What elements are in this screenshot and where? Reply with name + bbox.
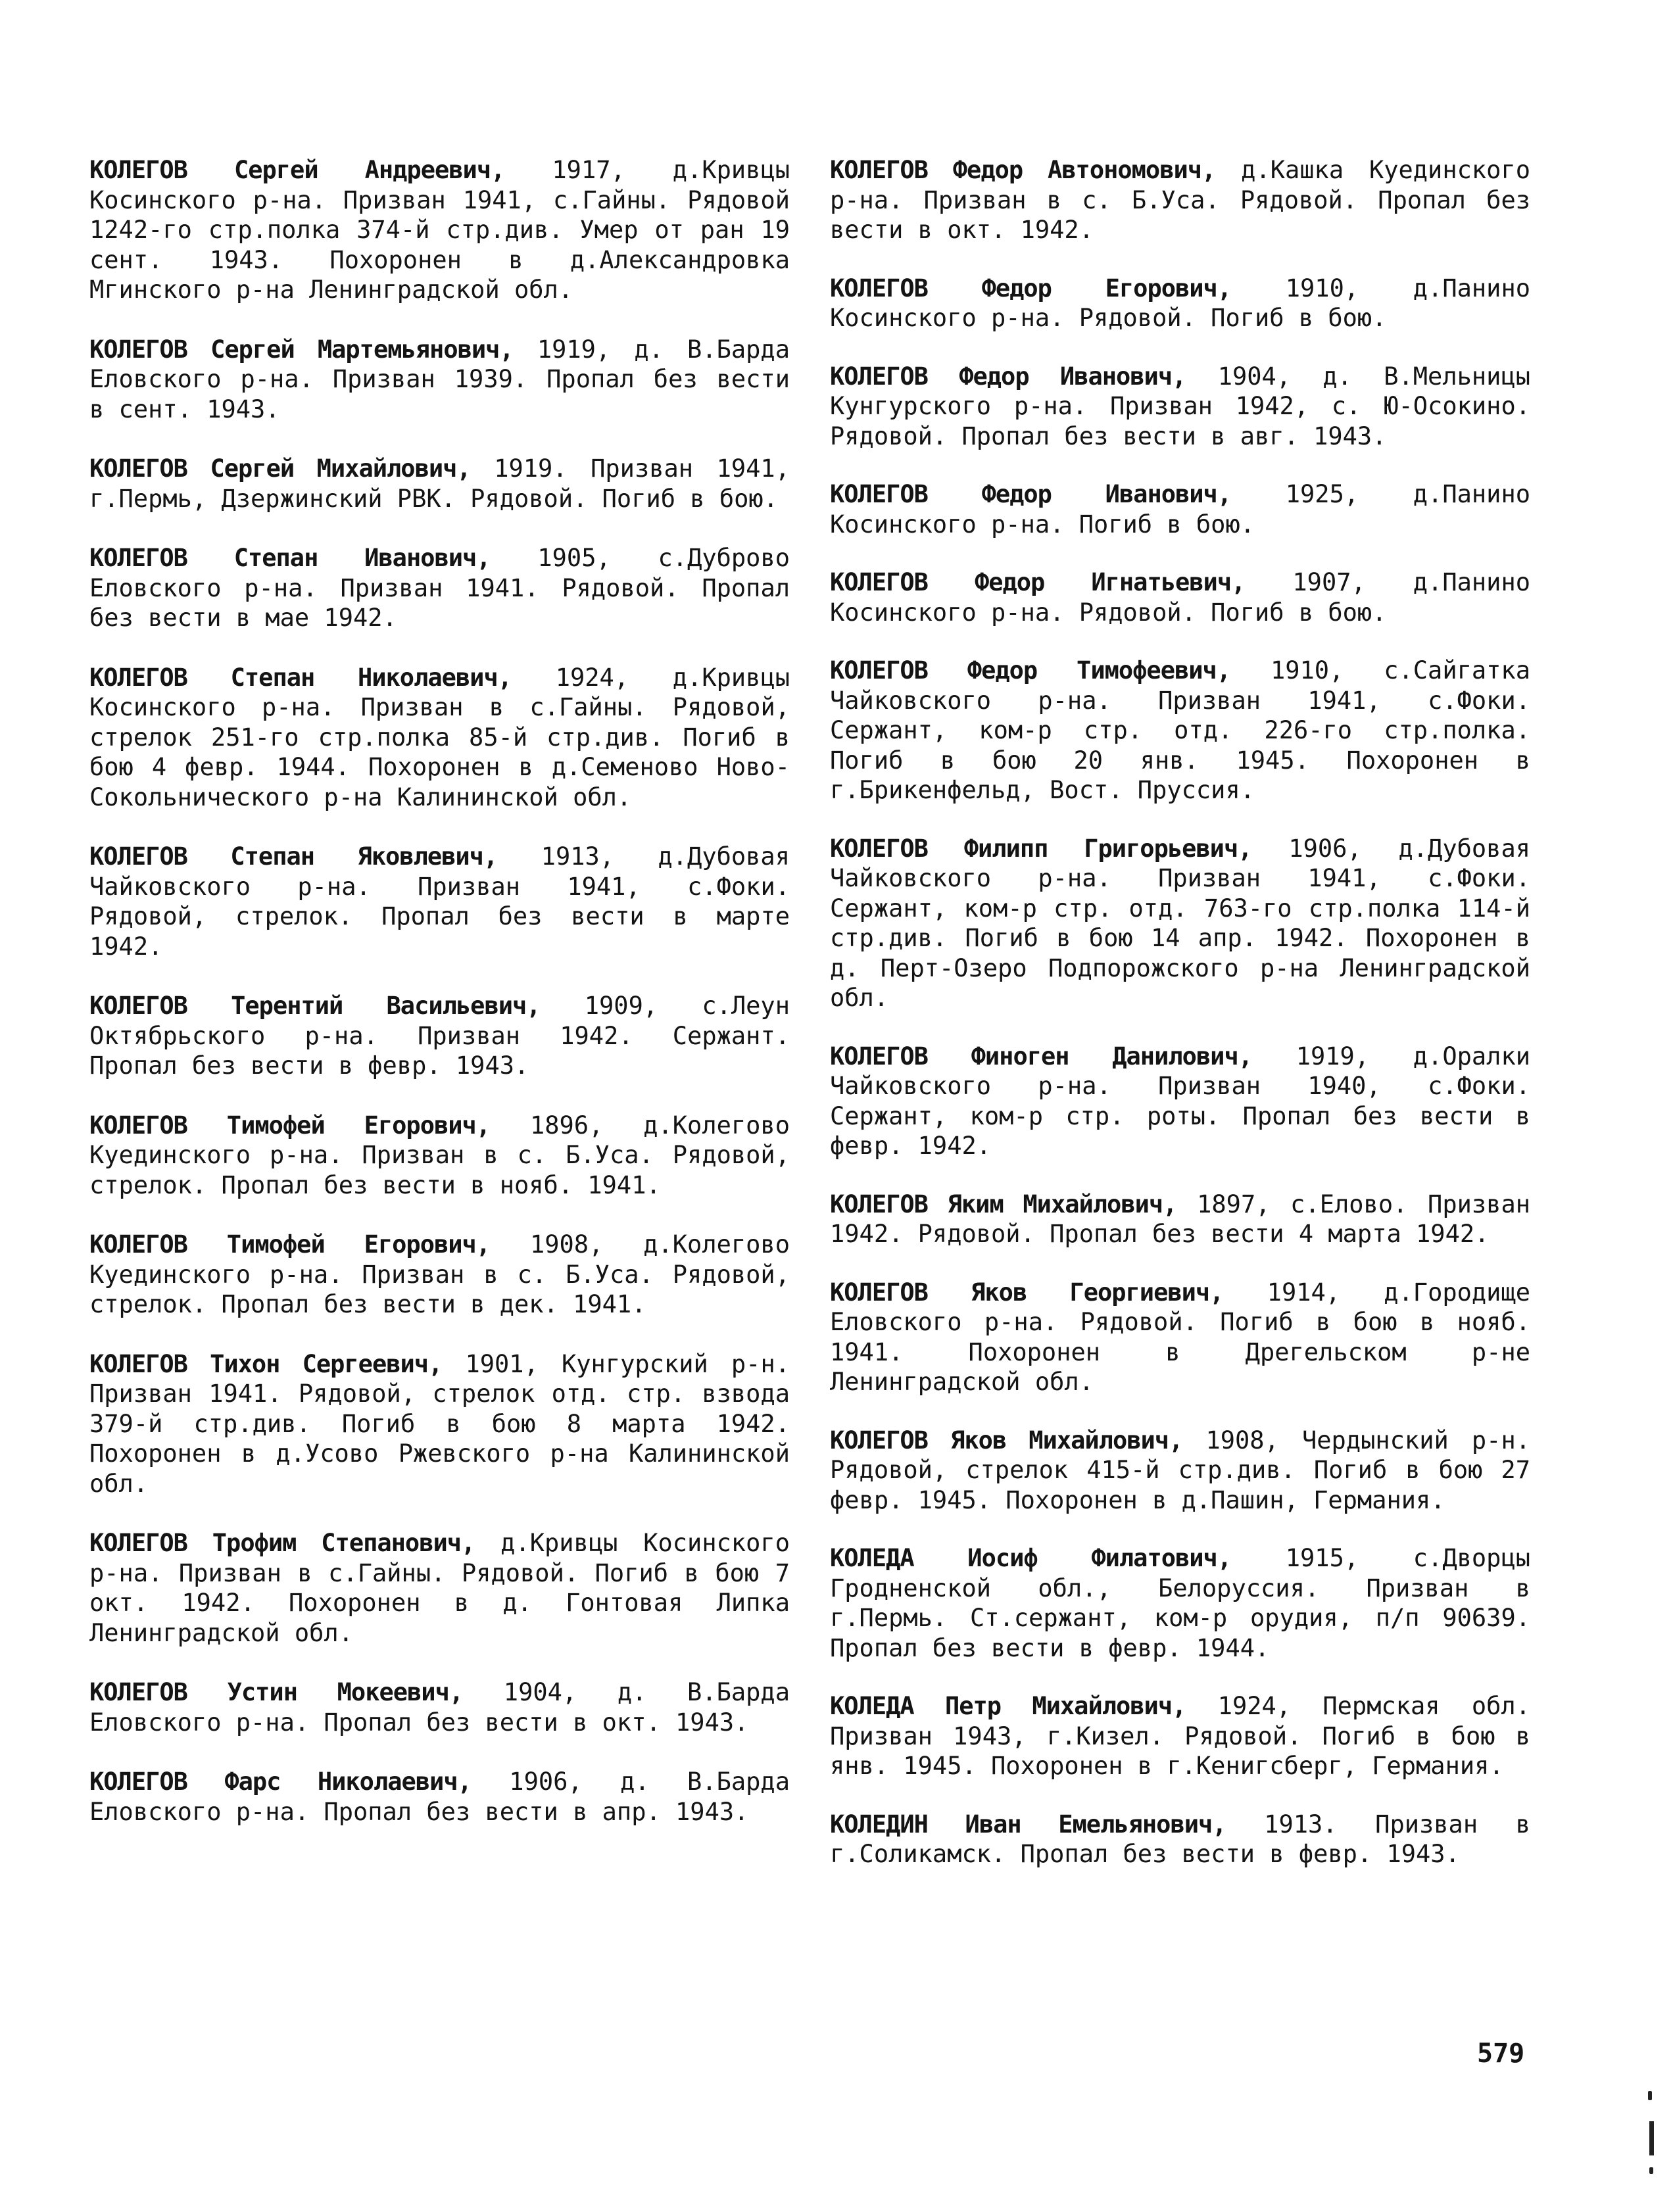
entry-text: 1904, д. В.Барда Еловского р-на. Пропал без вести в окт. 1943. — [89, 1678, 790, 1737]
entry — [89, 842, 790, 961]
entry-text: 1919. Призван 1941, г.Пермь, Дзержинский РВК. Рядовой. Погиб в бою. — [89, 454, 790, 513]
entry-name: КОЛЕГОВ Сергей Мартемьянович, — [89, 335, 514, 364]
entry — [830, 479, 1530, 539]
entry-text: 1919, д. В.Барда Еловского р-на. Призван 1939. Пропал без вести в сент. 1943. — [89, 335, 790, 423]
entry-name: КОЛЕГОВ Федор Иванович, — [830, 480, 1232, 508]
entry-name: КОЛЕГОВ Федор Автономович, — [830, 156, 1216, 184]
entry — [830, 1543, 1530, 1663]
entry — [89, 991, 790, 1081]
edge-scan-mark — [1649, 2121, 1654, 2155]
entry-text: 1913, д.Дубовая Чайковского р-на. Призван 1941, с.Фоки. Рядовой, стрелок. Пропал без вести в марте 1942. — [89, 842, 790, 961]
entry-text: 1897, с.Елово. Призван 1942. Рядовой. Пропал без вести 4 марта 1942. — [830, 1190, 1530, 1248]
entry-name: КОЛЕГОВ Тихон Сергеевич, — [89, 1349, 443, 1378]
entry-text: 1907, д.Панино Косинского р-на. Рядовой. Погиб в бою. — [830, 568, 1530, 627]
entry-name: КОЛЕГОВ Федор Егорович, — [830, 274, 1232, 302]
entry — [830, 1042, 1530, 1161]
entry-text: д.Кривцы Косинского р-на. Призван в с.Гайны. Рядовой. Погиб в бою 7 окт. 1942. Похоронен в д. Гонтовая Липка Ленинградской обл. — [89, 1529, 790, 1647]
entry — [830, 1426, 1530, 1516]
entry-text: 1917, д.Кривцы Косинского р-на. Призван 1941, с.Гайны. Рядовой 1242-го стр.полка 374-й стр.див. Умер от ран 19 сент. 1943. Похоронен в д.Александровка Мгинского р-на Ленинградской обл. — [89, 156, 790, 304]
entry — [89, 543, 790, 633]
entry-name: КОЛЕГОВ Фарс Николаевич, — [89, 1767, 472, 1796]
entry-name: КОЛЕГОВ Сергей Михайлович, — [89, 454, 471, 483]
entry — [830, 155, 1530, 245]
entry-name: КОЛЕГОВ Филипп Григорьевич, — [830, 834, 1252, 863]
entry-name: КОЛЕГОВ Федор Игнатьевич, — [830, 568, 1246, 596]
entry — [89, 1349, 790, 1499]
entry-text: д.Кашка Куединского р-на. Призван в с. Б.Уса. Рядовой. Пропал без вести в окт. 1942. — [830, 156, 1530, 244]
entry-text: 1908, д.Колегово Куединского р-на. Призван в с. Б.Уса. Рядовой, стрелок. Пропал без вести в дек. 1941. — [89, 1230, 790, 1318]
entry-text: 1908, Чердынский р-н. Рядовой, стрелок 415-й стр.див. Погиб в бою 27 февр. 1945. Похоронен в д.Пашин, Германия. — [830, 1426, 1530, 1514]
entry-name: КОЛЕДА Петр Михайлович, — [830, 1692, 1186, 1720]
entry — [830, 834, 1530, 1013]
entry — [830, 567, 1530, 627]
entry-name: КОЛЕГОВ Трофим Степанович, — [89, 1529, 475, 1557]
entry-text: 1906, д.Дубовая Чайковского р-на. Призван 1941, с.Фоки. Сержант, ком-р стр. отд. 763-го стр.полка 114-й стр.див. Погиб в бою 14 апр. 1942. Похоронен в д. Перт-Озеро Подпорожского р-на Ленинградской обл. — [830, 834, 1530, 1012]
entry-name: КОЛЕГОВ Финоген Данилович, — [830, 1042, 1253, 1070]
entry — [830, 1278, 1530, 1397]
entry — [89, 1767, 790, 1827]
entry — [89, 454, 790, 514]
entry-name: КОЛЕГОВ Устин Мокеевич, — [89, 1678, 464, 1706]
entry — [89, 663, 790, 813]
entry-text: 1915, с.Дворцы Гродненской обл., Белоруссия. Призван в г.Пермь. Ст.сержант, ком-р орудия, п/п 90639. Пропал без вести в февр. 1944. — [830, 1544, 1530, 1662]
right-column — [830, 155, 1530, 1869]
entry-name: КОЛЕГОВ Яков Георгиевич, — [830, 1278, 1224, 1307]
entry-text: 1909, с.Леун Октябрьского р-на. Призван 1942. Сержант. Пропал без вести в февр. 1943. — [89, 992, 790, 1080]
entry-text: 1925, д.Панино Косинского р-на. Погиб в бою. — [830, 480, 1530, 539]
entry-name: КОЛЕГОВ Степан Яковлевич, — [89, 842, 498, 871]
edge-scan-mark — [1648, 2091, 1652, 2100]
entry-text: 1913. Призван в г.Соликамск. Пропал без вести в февр. 1943. — [830, 1810, 1530, 1868]
entry-text: 1910, с.Сайгатка Чайковского р-на. Призван 1941, с.Фоки. Сержант, ком-р стр. отд. 226-го стр.полка. Погиб в бою 20 янв. 1945. Похоронен в г.Брикенфельд, Вост. Пруссия. — [830, 656, 1530, 804]
entry-name: КОЛЕГОВ Степан Иванович, — [89, 544, 491, 572]
entry — [89, 1677, 790, 1737]
entry — [830, 1190, 1530, 1249]
entry — [830, 656, 1530, 805]
entry-name: КОЛЕГОВ Яков Михайлович, — [830, 1426, 1183, 1455]
entry-name: КОЛЕГОВ Сергей Андреевич, — [89, 156, 505, 184]
entry-name: КОЛЕГОВ Тимофей Егорович, — [89, 1111, 491, 1140]
edge-scan-mark — [1649, 2167, 1653, 2174]
entry-name: КОЛЕГОВ Яким Михайлович, — [830, 1190, 1177, 1218]
entry — [830, 1691, 1530, 1781]
entry-name: КОЛЕГОВ Тимофей Егорович, — [89, 1230, 491, 1259]
page-number: 579 — [1477, 2038, 1525, 2069]
entry-text: 1924, Пермская обл. Призван 1943, г.Кизел. Рядовой. Погиб в бою в янв. 1945. Похоронен в г.Кенигсберг, Германия. — [830, 1692, 1530, 1780]
entry — [830, 362, 1530, 452]
entry-text: 1904, д. В.Мельницы Кунгурского р-на. Призван 1942, с. Ю-Осокино. Рядовой. Пропал без вести в авг. 1943. — [830, 362, 1530, 450]
entry — [89, 1528, 790, 1648]
entry-text: 1914, д.Городище Еловского р-на. Рядовой. Погиб в бою в нояб. 1941. Похоронен в Дрегельском р-не Ленинградской обл. — [830, 1278, 1530, 1396]
entry — [89, 155, 790, 305]
entry-text: 1919, д.Оралки Чайковского р-на. Призван 1940, с.Фоки. Сержант, ком-р стр. роты. Пропал без вести в февр. 1942. — [830, 1042, 1530, 1160]
entry-name: КОЛЕГОВ Федор Иванович, — [830, 362, 1186, 391]
entry — [830, 1810, 1530, 1869]
entry-text: 1905, с.Дуброво Еловского р-на. Призван 1941. Рядовой. Пропал без вести в мае 1942. — [89, 544, 790, 632]
entry-text: 1906, д. В.Барда Еловского р-на. Пропал без вести в апр. 1943. — [89, 1767, 790, 1826]
entry-name: КОЛЕГОВ Степан Николаевич, — [89, 663, 512, 692]
entry — [830, 274, 1530, 333]
entry-name: КОЛЕДА Иосиф Филатович, — [830, 1544, 1232, 1572]
left-column — [89, 155, 790, 1827]
entry — [89, 335, 790, 425]
entry-text: 1901, Кунгурский р-н. Призван 1941. Рядовой, стрелок отд. стр. взвода 379-й стр.див. Погиб в бою 8 марта 1942. Похоронен в д.Усово Ржевского р-на Калининской обл. — [89, 1349, 790, 1498]
entry — [89, 1230, 790, 1320]
entry-name: КОЛЕГОВ Терентий Васильевич, — [89, 992, 541, 1020]
entry-text: 1924, д.Кривцы Косинского р-на. Призван в с.Гайны. Рядовой, стрелок 251-го стр.полка 85-й стр.див. Погиб в бою 4 февр. 1944. Похоронен в д.Семеново Ново-Сокольнического р-на Калининской обл. — [89, 663, 790, 811]
entry-text: 1896, д.Колегово Куединского р-на. Призван в с. Б.Уса. Рядовой, стрелок. Пропал без вести в нояб. 1941. — [89, 1111, 790, 1199]
entry-text: 1910, д.Панино Косинского р-на. Рядовой. Погиб в бою. — [830, 274, 1530, 332]
entry-name: КОЛЕДИН Иван Емельянович, — [830, 1810, 1226, 1839]
entry — [89, 1111, 790, 1201]
entry-name: КОЛЕГОВ Федор Тимофеевич, — [830, 656, 1231, 685]
